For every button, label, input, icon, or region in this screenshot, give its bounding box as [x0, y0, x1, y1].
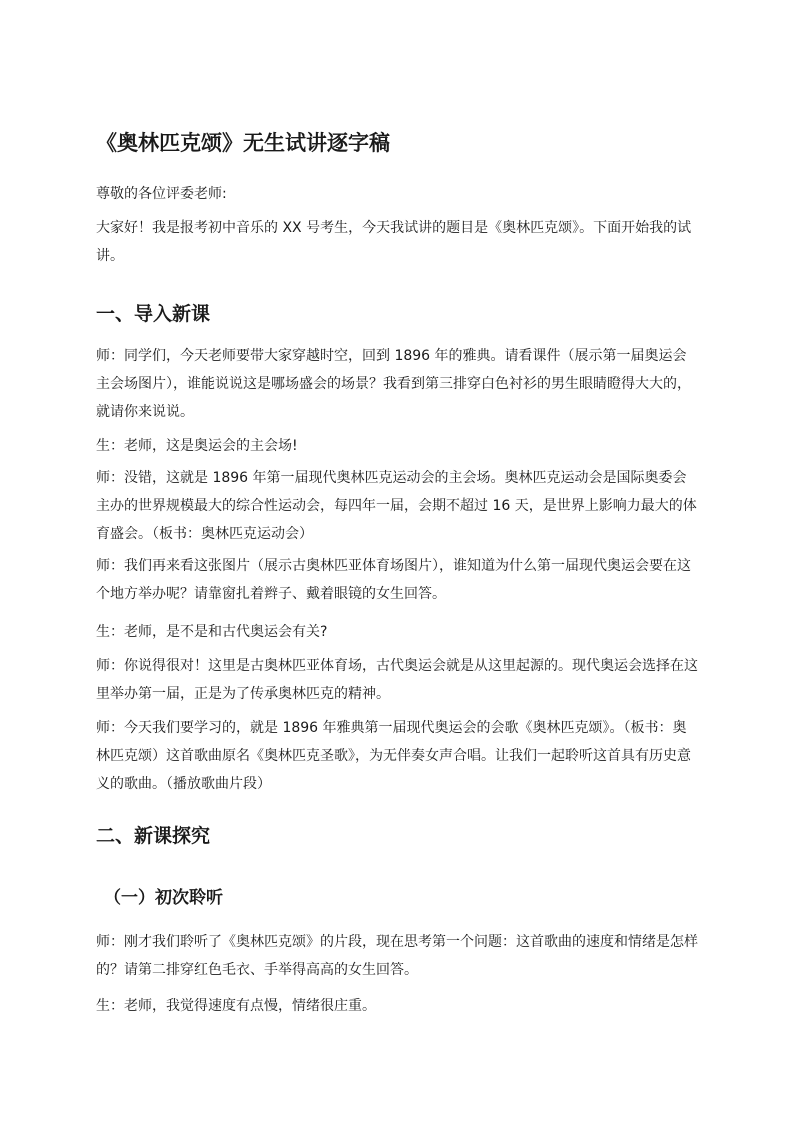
dialogue-paragraph: 师：刚才我们聆听了《奥林匹克颂》的片段，现在思考第一个问题：这首歌曲的速度和情绪是怎样的？请第二排穿红色毛衣、手举得高高的女生回答。 — [96, 934, 698, 978]
section-heading-explore: 二、新课探究 — [96, 825, 211, 847]
section-heading-intro: 一、导入新课 — [96, 303, 211, 325]
dialogue-paragraph: 师：我们再来看这张图片（展示古奥林匹亚体育场图片），谁知道为什么第一届现代奥运会要在这个地方举办呢？请靠窗扎着辫子、戴着眼镜的女生回答。 — [96, 558, 691, 602]
dialogue-paragraph: 生：老师，我觉得速度有点慢，情绪很庄重。 — [96, 998, 376, 1014]
dialogue-paragraph: 生：老师，是不是和古代奥运会有关? — [96, 624, 328, 640]
dialogue-paragraph: 师：同学们，今天老师要带大家穿越时空，回到 1896 年的雅典。请看课件（展示第一届奥运会主会场图片），谁能说说这是哪场盛会的场景？我看到第三排穿白色衬衫的男生眼睛瞪得大大的，就请你来说说。 — [96, 348, 691, 420]
dialogue-paragraph: 师：你说得很对！这里是古奥林匹亚体育场，古代奥运会就是从这里起源的。现代奥运会选择在这里举办第一届，正是为了传承奥林匹克的精神。 — [96, 658, 698, 702]
greeting-text: 尊敬的各位评委老师: — [96, 186, 227, 202]
subsection-heading-first-listen: （一）初次聆听 — [104, 888, 223, 908]
intro-paragraph: 大家好！我是报考初中音乐的 XX 号考生，今天我试讲的题目是《奥林匹克颂》。下面开始我的试讲。 — [96, 220, 692, 264]
dialogue-paragraph: 师：今天我们要学习的，就是 1896 年雅典第一届现代奥运会的会歌《奥林匹克颂》。（板书：奥林匹克颂）这首歌曲原名《奥林匹克圣歌》，为无伴奏女声合唱。让我们一起聆听这首具有历史意义的歌曲。（播放歌曲片段） — [96, 720, 691, 792]
dialogue-paragraph: 生：老师，这是奥运会的主会场! — [96, 438, 298, 454]
dialogue-paragraph: 师：没错，这就是 1896 年第一届现代奥林匹克运动会的主会场。奥林匹克运动会是国际奥委会主办的世界规模最大的综合性运动会，每四年一届，会期不超过 16 天，是世界上影响力最大的体育盛会。（板书：奥林匹克运动会） — [96, 470, 697, 542]
document-title: 《奥林匹克颂》无生试讲逐字稿 — [96, 131, 390, 155]
